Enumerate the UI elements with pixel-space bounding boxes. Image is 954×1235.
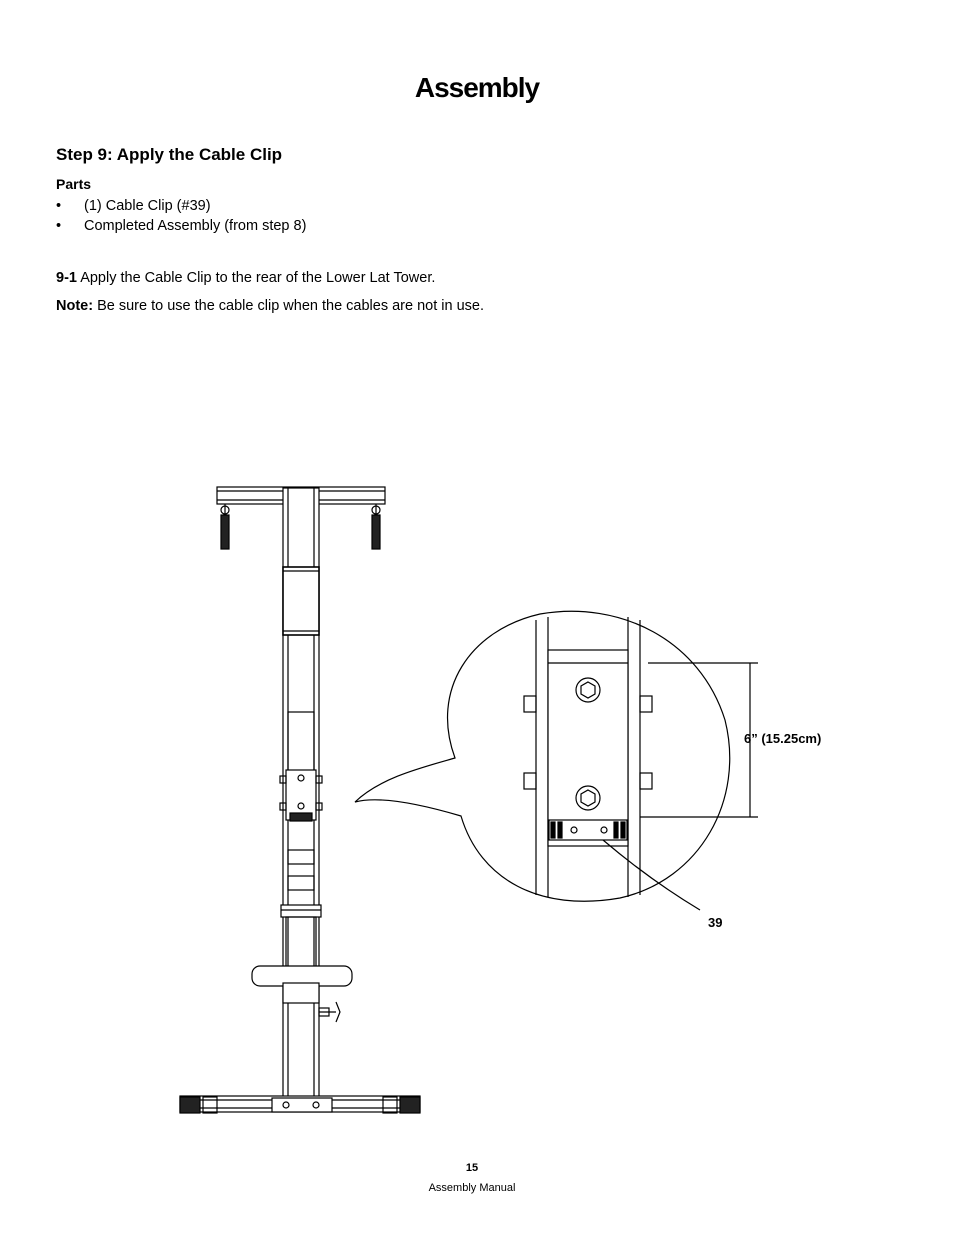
instruction-label: 9-1	[56, 270, 77, 286]
part-text: (1) Cable Clip (#39)	[84, 198, 211, 214]
part-text: Completed Assembly (from step 8)	[84, 218, 307, 234]
page-title: Assembly	[414, 72, 540, 103]
bullet: •	[56, 218, 62, 234]
bullet: •	[56, 198, 62, 214]
note-text: Be sure to use the cable clip when the cables are not in use.	[93, 298, 484, 314]
dimension-label: 6” (15.25cm)	[744, 731, 822, 746]
footer-manual-name: Assembly Manual	[428, 1182, 516, 1194]
page-number: 15	[465, 1162, 479, 1174]
magnified-detail	[355, 611, 758, 910]
note-label: Note:	[56, 298, 94, 314]
parts-heading: Parts	[56, 176, 92, 192]
part-number-label: 39	[708, 915, 723, 930]
instruction-text: Apply the Cable Clip to the rear of the Lower Lat Tower.	[76, 270, 436, 286]
step-heading: Step 9: Apply the Cable Clip	[56, 145, 283, 164]
